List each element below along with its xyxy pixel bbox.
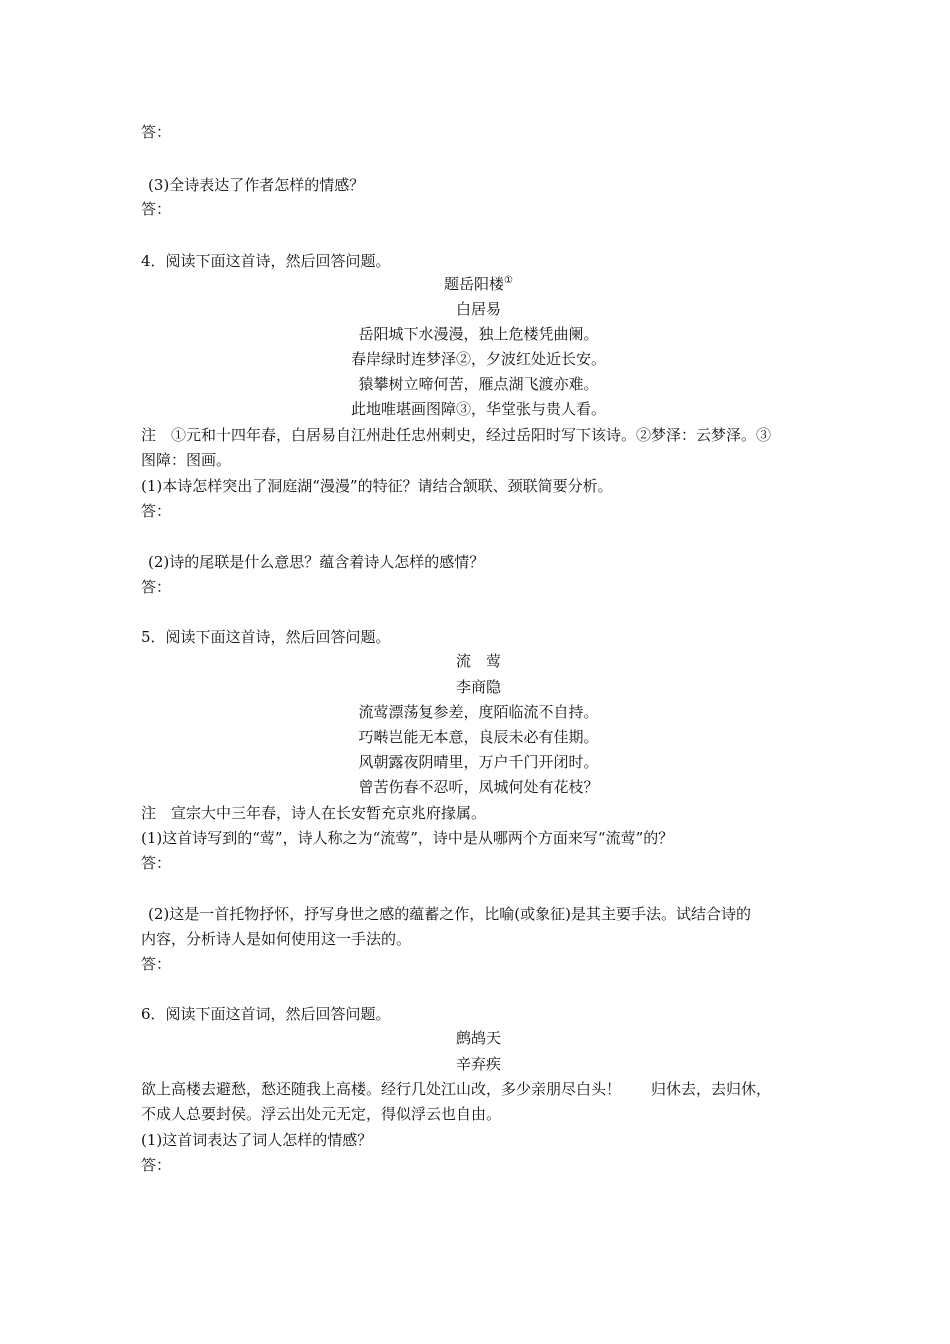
q4-title-text: 题岳阳楼	[444, 275, 505, 293]
answer-label: 答：	[141, 955, 172, 973]
q4-prompt: 4．阅读下面这首诗，然后回答问题。	[141, 252, 391, 270]
q5-note: 注 宣宗大中三年春，诗人在长安暂充京兆府掾属。	[141, 804, 487, 822]
q5-poem-line: 曾苦伤春不忍听，凤城何处有花枝？	[358, 778, 599, 796]
q4-sub2-question: (2)诗的尾联是什么意思？蕴含着诗人怎样的感情？	[148, 553, 485, 571]
answer-label: 答：	[141, 200, 172, 218]
answer-label: 答：	[141, 1156, 172, 1174]
q5-prompt: 5．阅读下面这首诗，然后回答问题。	[141, 628, 391, 646]
q4-sub1-question: (1)本诗怎样突出了洞庭湖“漫漫”的特征？请结合颔联、颈联简要分析。	[141, 477, 613, 495]
answer-label: 答：	[141, 502, 172, 520]
q5-sub2-question-line: (2)这是一首托物抒怀，抒写身世之感的蕴蓄之作，比喻(或象征)是其主要手法。试结合诗的	[148, 905, 751, 923]
q4-poem-line: 猿攀树立啼何苦，雁点湖飞渡亦难。	[358, 375, 599, 393]
q6-poem-title: 鹧鸪天	[455, 1029, 501, 1047]
q4-poem-line: 此地唯堪画图障③，华堂张与贵人看。	[350, 400, 606, 418]
q6-prompt: 6．阅读下面这首词，然后回答问题。	[141, 1005, 391, 1023]
q5-poem-line: 流莺漂荡复参差，度陌临流不自持。	[358, 703, 599, 721]
answer-label: 答：	[141, 854, 172, 872]
q6-sub1-question: (1)这首词表达了词人怎样的情感？	[141, 1131, 373, 1149]
q4-poem-author: 白居易	[455, 300, 501, 318]
answer-label: 答：	[141, 123, 172, 141]
q3-sub3-question: (3)全诗表达了作者怎样的情感？	[148, 176, 365, 194]
q5-poem-title: 流 莺	[455, 652, 501, 670]
q6-ci-text-line: 不成人总要封侯。浮云出处元无定，得似浮云也自由。	[141, 1105, 502, 1123]
q5-sub1-question: (1)这首诗写到的“莺”，诗人称之为“流莺”，诗中是从哪两个方面来写“流莺”的？	[141, 829, 674, 847]
q4-note-line: 注 ①元和十四年春，白居易自江州赴任忠州刺史，经过岳阳时写下该诗。②梦泽：云梦泽。③	[141, 426, 772, 444]
q5-poem-author: 李商隐	[455, 678, 501, 696]
q4-poem-title	[141, 272, 816, 296]
q5-poem-line: 巧啭岂能无本意，良辰未必有佳期。	[358, 728, 599, 746]
q4-title-note-mark: ①	[504, 275, 513, 286]
q6-poem-author: 辛弃疾	[455, 1055, 501, 1073]
q4-poem-line: 岳阳城下水漫漫，独上危楼凭曲阑。	[358, 325, 599, 343]
q5-sub2-question-line: 内容，分析诗人是如何使用这一手法的。	[141, 930, 412, 948]
q5-poem-line: 风朝露夜阴晴里，万户千门开闭时。	[358, 753, 599, 771]
q4-poem-line: 春岸绿时连梦泽②，夕波红处近长安。	[350, 350, 606, 368]
answer-label: 答：	[141, 578, 172, 596]
q6-ci-text-line: 欲上高楼去避愁，愁还随我上高楼。经行几处江山改，多少亲朋尽白头！ 归休去，去归休，	[141, 1080, 772, 1098]
q4-note-line: 图障：图画。	[141, 451, 232, 469]
